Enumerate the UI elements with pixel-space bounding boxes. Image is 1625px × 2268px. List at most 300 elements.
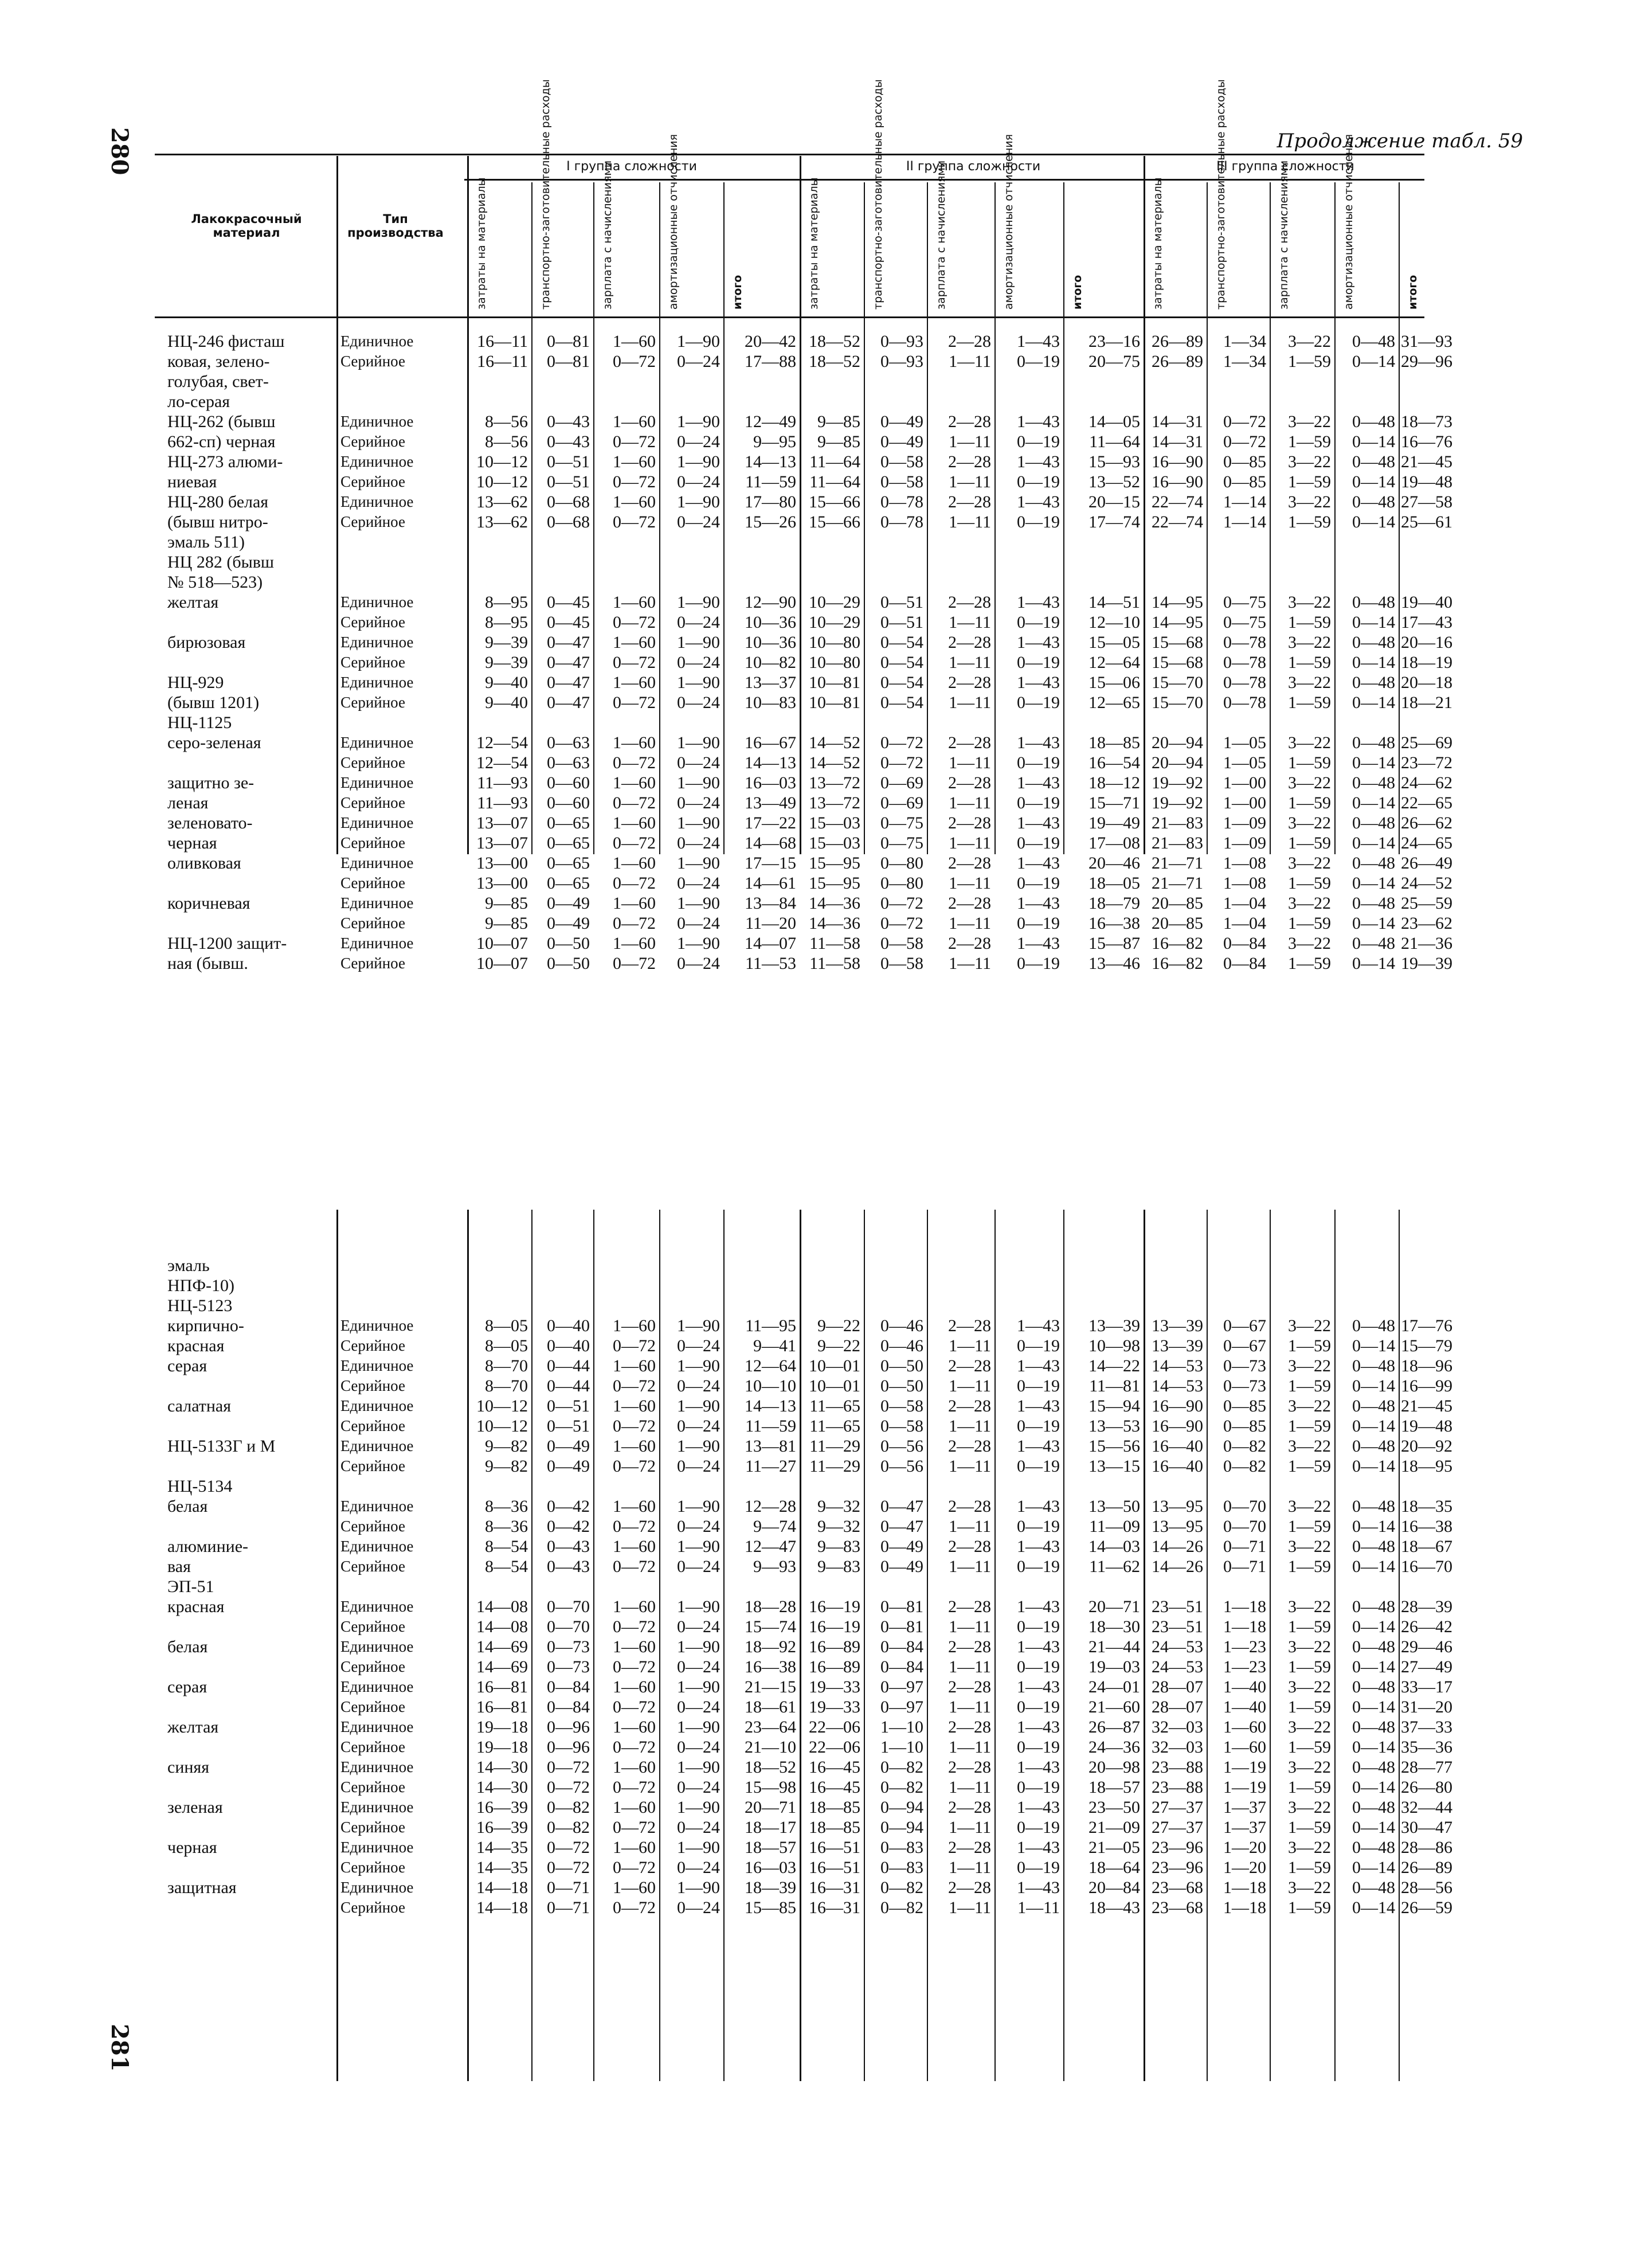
cost-value: 2—28 <box>948 1597 991 1616</box>
material-name: НЦ 282 (бывш <box>167 553 275 572</box>
cost-value: 27—58 <box>1401 492 1452 511</box>
production-type: Единичное <box>340 1798 414 1816</box>
cost-value: 0—48 <box>1352 1718 1395 1737</box>
cost-value: 16—90 <box>1152 452 1203 471</box>
cost-value: 14—30 <box>476 1778 528 1797</box>
table-row <box>167 1597 1452 1617</box>
cost-value: 1—60 <box>613 332 656 351</box>
cost-value: 26—89 <box>1152 352 1203 371</box>
cost-value: 2—28 <box>948 773 991 792</box>
cost-value: 0—72 <box>613 1557 656 1576</box>
cost-value: 18—73 <box>1401 412 1452 431</box>
cost-value: 18—19 <box>1401 653 1452 672</box>
cost-value: 28—86 <box>1401 1838 1452 1857</box>
cost-value: 10—07 <box>476 934 528 953</box>
cost-value: 0—78 <box>1223 633 1266 652</box>
cost-value: 1—60 <box>613 593 656 612</box>
cost-value: 3—22 <box>1288 1497 1331 1516</box>
table-row <box>167 552 1428 572</box>
cost-value: 0—82 <box>880 1758 923 1777</box>
cost-value: 0—69 <box>880 773 923 792</box>
cost-value: 10—12 <box>476 452 528 471</box>
cost-value: 19—33 <box>809 1698 860 1716</box>
production-type: Единичное <box>340 674 414 691</box>
cost-value: 0—70 <box>547 1617 590 1636</box>
cost-value: 8—36 <box>485 1517 528 1536</box>
cost-value: 15—70 <box>1152 693 1203 712</box>
production-type: Серийное <box>340 914 405 932</box>
cost-value: 0—19 <box>1017 1377 1060 1395</box>
cost-value: 12—49 <box>745 412 796 431</box>
cost-value: 24—52 <box>1401 874 1452 893</box>
subcolumn-header: затраты на материалы <box>808 177 820 310</box>
table-row <box>167 1677 1452 1697</box>
cost-value: 0—72 <box>880 894 923 913</box>
cost-value: 14—30 <box>476 1758 528 1777</box>
table-row <box>167 853 1452 873</box>
cost-value: 1—43 <box>1017 412 1060 431</box>
cost-value: 3—22 <box>1288 733 1331 752</box>
cost-value: 1—11 <box>949 653 991 672</box>
cost-value: 0—84 <box>547 1698 590 1716</box>
cost-value: 0—49 <box>880 432 923 451</box>
cost-value: 18—57 <box>745 1838 796 1857</box>
material-name: ная (бывш. <box>167 954 248 973</box>
cost-value: 10—10 <box>745 1377 796 1395</box>
cost-value: 3—22 <box>1288 773 1331 792</box>
cost-value: 16—38 <box>1088 914 1140 933</box>
cost-value: 0—78 <box>1223 693 1266 712</box>
table-row <box>167 1356 1452 1376</box>
cost-value: 0—43 <box>547 1537 590 1556</box>
cost-value: 0—14 <box>1352 1818 1395 1837</box>
cost-value: 1—60 <box>613 733 656 752</box>
table-row <box>167 913 1452 933</box>
cost-value: 0—72 <box>613 653 656 672</box>
cost-value: 0—78 <box>1223 673 1266 692</box>
cost-value: 0—47 <box>547 653 590 672</box>
material-name: бирюзовая <box>167 633 246 652</box>
cost-value: 0—72 <box>613 1698 656 1716</box>
table-row <box>167 1536 1452 1557</box>
cost-value: 20—92 <box>1401 1437 1452 1456</box>
cost-value: 18—85 <box>809 1798 860 1817</box>
table-row <box>167 1456 1452 1476</box>
material-name: черная <box>167 1838 217 1857</box>
cost-value: 3—22 <box>1288 1718 1331 1737</box>
cost-value: 0—19 <box>1017 1738 1060 1757</box>
material-name: НЦ-1125 <box>167 713 232 732</box>
production-type: Серийное <box>340 694 405 711</box>
cost-value: 16—90 <box>1152 472 1203 491</box>
cost-value: 28—07 <box>1152 1677 1203 1696</box>
cost-value: 0—82 <box>547 1818 590 1837</box>
cost-value: 0—24 <box>677 834 720 853</box>
cost-value: 0—24 <box>677 1417 720 1436</box>
cost-value: 32—44 <box>1401 1798 1452 1817</box>
cost-value: 0—85 <box>1223 472 1266 491</box>
cost-value: 1—11 <box>949 874 991 893</box>
table-row <box>167 1837 1452 1858</box>
material-name: красная <box>167 1336 225 1355</box>
cost-value: 0—81 <box>880 1597 923 1616</box>
cost-value: 16—39 <box>476 1818 528 1837</box>
production-type: Серийное <box>340 834 405 851</box>
cost-value: 14—36 <box>809 914 860 933</box>
cost-value: 16—40 <box>1152 1457 1203 1476</box>
cost-value: 2—28 <box>948 733 991 752</box>
cost-value: 0—82 <box>547 1798 590 1817</box>
cost-value: 14—53 <box>1152 1377 1203 1395</box>
subcolumn-header: транспортно-заготовительные расходы <box>872 79 884 310</box>
cost-value: 0—72 <box>547 1858 590 1877</box>
material-name: голубая, свет- <box>167 372 269 391</box>
cost-value: 29—96 <box>1401 352 1452 371</box>
material-name: зеленая <box>167 1798 223 1817</box>
cost-value: 13—62 <box>476 492 528 511</box>
cost-value: 3—22 <box>1288 1637 1331 1656</box>
cost-value: 1—14 <box>1223 492 1266 511</box>
cost-value: 0—48 <box>1352 854 1395 873</box>
table-row <box>167 753 1452 773</box>
cost-value: 0—84 <box>1223 954 1266 973</box>
cost-value: 0—14 <box>1352 513 1395 531</box>
cost-value: 11—27 <box>745 1457 796 1476</box>
cost-value: 0—48 <box>1352 1838 1395 1857</box>
cost-value: 1—11 <box>949 1517 991 1536</box>
cost-value: 0—97 <box>880 1698 923 1716</box>
cost-value: 0—51 <box>880 593 923 612</box>
material-name: (бывш нитро- <box>167 513 268 531</box>
cost-value: 1—43 <box>1017 1838 1060 1857</box>
cost-value: 23—16 <box>1088 332 1140 351</box>
cost-value: 14—35 <box>476 1858 528 1877</box>
cost-value: 0—72 <box>880 733 923 752</box>
cost-value: 0—72 <box>613 1617 656 1636</box>
production-type: Единичное <box>340 1638 414 1655</box>
cost-value: 0—72 <box>613 1657 656 1676</box>
cost-value: 1—59 <box>1288 432 1331 451</box>
table-row <box>167 1416 1452 1436</box>
cost-value: 0—19 <box>1017 1778 1060 1797</box>
cost-value: 11—64 <box>1089 432 1140 451</box>
cost-value: 0—65 <box>547 834 590 853</box>
cost-value: 1—43 <box>1017 1718 1060 1737</box>
cost-value: 16—82 <box>1152 954 1203 973</box>
cost-value: 0—54 <box>880 673 923 692</box>
subcolumn-header: зарплата с начислениями <box>1278 160 1290 310</box>
material-name: вая <box>167 1557 191 1576</box>
cost-value: 1—43 <box>1017 1677 1060 1696</box>
cost-value: 0—75 <box>1223 613 1266 632</box>
table-row <box>167 412 1452 432</box>
production-type: Серийное <box>340 654 405 671</box>
cost-value: 12—90 <box>745 593 796 612</box>
cost-value: 10—98 <box>1088 1336 1140 1355</box>
production-type: Единичное <box>340 413 414 430</box>
cost-value: 15—03 <box>809 834 860 853</box>
cost-value: 1—43 <box>1017 894 1060 913</box>
cost-value: 15—56 <box>1088 1437 1140 1456</box>
cost-value: 1—90 <box>677 894 720 913</box>
cost-value: 0—72 <box>613 1778 656 1797</box>
cost-value: 3—22 <box>1288 1597 1331 1616</box>
cost-value: 0—48 <box>1352 814 1395 832</box>
cost-value: 20—94 <box>1152 733 1203 752</box>
cost-value: 15—87 <box>1088 934 1140 953</box>
cost-value: 23—68 <box>1152 1878 1203 1897</box>
cost-value: 1—90 <box>677 1677 720 1696</box>
cost-value: 1—09 <box>1223 814 1266 832</box>
cost-value: 14—35 <box>476 1838 528 1857</box>
cost-value: 1—43 <box>1017 1537 1060 1556</box>
cost-value: 0—81 <box>880 1617 923 1636</box>
cost-value: 0—65 <box>547 854 590 873</box>
cost-value: 26—80 <box>1401 1778 1452 1797</box>
cost-value: 16—81 <box>476 1698 528 1716</box>
cost-value: 1—90 <box>677 1637 720 1656</box>
cost-value: 20—18 <box>1401 673 1452 692</box>
cost-value: 21—45 <box>1401 452 1452 471</box>
cost-value: 15—95 <box>809 874 860 893</box>
cost-value: 1—90 <box>677 1437 720 1456</box>
material-name: эмаль <box>167 1256 210 1275</box>
material-name: НЦ-246 фисташ <box>167 332 285 351</box>
cost-value: 0—70 <box>547 1597 590 1616</box>
production-type: Серийное <box>340 1859 405 1876</box>
cost-value: 9—39 <box>485 653 528 672</box>
cost-value: 0—82 <box>880 1778 923 1797</box>
subcolumn-header: амортизационные отчисления <box>1003 134 1015 310</box>
cost-value: 1—09 <box>1223 834 1266 853</box>
cost-value: 3—22 <box>1288 412 1331 431</box>
cost-value: 21—10 <box>745 1738 796 1757</box>
material-name: коричневая <box>167 894 250 913</box>
cost-value: 22—65 <box>1401 793 1452 812</box>
cost-value: 14—18 <box>476 1898 528 1917</box>
cost-value: 0—44 <box>547 1377 590 1395</box>
cost-value: 0—75 <box>1223 593 1266 612</box>
cost-value: 1—59 <box>1288 472 1331 491</box>
cost-value: 0—45 <box>547 593 590 612</box>
cost-value: 3—22 <box>1288 1758 1331 1777</box>
cost-value: 0—50 <box>547 954 590 973</box>
table-row <box>167 351 1452 372</box>
production-type: Серийное <box>340 473 405 490</box>
material-name: защитная <box>167 1878 237 1897</box>
cost-value: 11—20 <box>745 914 796 933</box>
cost-value: 0—48 <box>1352 1758 1395 1777</box>
cost-value: 1—43 <box>1017 452 1060 471</box>
cost-value: 0—51 <box>547 472 590 491</box>
table-row <box>167 1396 1452 1416</box>
cost-value: 0—19 <box>1017 352 1060 371</box>
cost-value: 10—81 <box>809 693 860 712</box>
table-row <box>167 592 1452 612</box>
cost-value: 0—84 <box>1223 934 1266 953</box>
material-name: зеленовато- <box>167 814 253 832</box>
cost-value: 16—76 <box>1401 432 1452 451</box>
cost-value: 10—29 <box>809 613 860 632</box>
cost-value: 16—03 <box>745 773 796 792</box>
cost-value: 19—49 <box>1088 814 1140 832</box>
cost-value: 1—04 <box>1223 914 1266 933</box>
cost-value: 0—58 <box>880 1417 923 1436</box>
cost-value: 2—28 <box>948 332 991 351</box>
cost-value: 0—72 <box>547 1778 590 1797</box>
cost-value: 0—19 <box>1017 1457 1060 1476</box>
material-name: НЦ-5123 <box>167 1296 233 1315</box>
cost-value: 15—26 <box>745 513 796 531</box>
cost-value: 15—95 <box>809 854 860 873</box>
cost-value: 20—85 <box>1152 914 1203 933</box>
material-name: НЦ-5133Г и М <box>167 1437 276 1456</box>
cost-value: 1—59 <box>1288 1858 1331 1877</box>
group-1-header: I группа сложности <box>566 159 697 174</box>
cost-value: 35—36 <box>1401 1738 1452 1757</box>
cost-value: 0—14 <box>1352 954 1395 973</box>
cost-value: 1—90 <box>677 452 720 471</box>
cost-value: 2—28 <box>948 633 991 652</box>
table-block-2 <box>167 1256 1452 1918</box>
cost-value: 8—95 <box>485 613 528 632</box>
cost-value: 0—71 <box>547 1898 590 1917</box>
cost-value: 1—90 <box>677 593 720 612</box>
production-type: Серийное <box>340 1778 405 1796</box>
cost-value: 27—37 <box>1152 1798 1203 1817</box>
cost-value: 0—78 <box>880 492 923 511</box>
cost-value: 0—96 <box>547 1738 590 1757</box>
cost-value: 20—94 <box>1152 753 1203 772</box>
cost-value: 0—19 <box>1017 1557 1060 1576</box>
cost-value: 16—45 <box>809 1778 860 1797</box>
cost-value: 0—14 <box>1352 352 1395 371</box>
cost-value: 1—90 <box>677 934 720 953</box>
cost-value: 18—52 <box>809 332 860 351</box>
cost-value: 16—11 <box>477 352 528 371</box>
cost-value: 1—90 <box>677 1497 720 1516</box>
table-row <box>167 1577 1428 1597</box>
production-type: Единичное <box>340 1397 414 1414</box>
cost-value: 1—43 <box>1017 593 1060 612</box>
cost-value: 1—60 <box>613 1637 656 1656</box>
cost-value: 0—75 <box>880 834 923 853</box>
cost-value: 0—49 <box>547 914 590 933</box>
cost-value: 1—11 <box>949 513 991 531</box>
cost-value: 0—60 <box>547 793 590 812</box>
cost-value: 0—48 <box>1352 1878 1395 1897</box>
cost-value: 0—54 <box>880 633 923 652</box>
table-row <box>167 672 1452 693</box>
cost-value: 0—51 <box>547 452 590 471</box>
cost-value: 20—85 <box>1152 894 1203 913</box>
cost-value: 16—39 <box>476 1798 528 1817</box>
cost-value: 13—52 <box>1088 472 1140 491</box>
cost-value: 0—48 <box>1352 1537 1395 1556</box>
cost-value: 0—58 <box>880 954 923 973</box>
cost-value: 0—14 <box>1352 1778 1395 1797</box>
table-row <box>167 1617 1452 1637</box>
cost-value: 0—24 <box>677 472 720 491</box>
cost-value: 11—58 <box>809 954 860 973</box>
cost-value: 1—60 <box>613 412 656 431</box>
cost-value: 23—51 <box>1152 1617 1203 1636</box>
cost-value: 1—11 <box>949 914 991 933</box>
cost-value: 8—56 <box>485 432 528 451</box>
cost-value: 1—43 <box>1017 1356 1060 1375</box>
cost-value: 23—88 <box>1152 1758 1203 1777</box>
cost-value: 2—28 <box>948 894 991 913</box>
cost-value: 1—19 <box>1223 1778 1266 1797</box>
type-column-header: Тип производства <box>347 212 444 240</box>
cost-value: 10—80 <box>809 633 860 652</box>
cost-value: 1—11 <box>949 834 991 853</box>
table-row <box>167 652 1452 672</box>
cost-value: 1—59 <box>1288 1336 1331 1355</box>
cost-value: 1—60 <box>613 1316 656 1335</box>
cost-value: 14—31 <box>1152 412 1203 431</box>
production-type: Единичное <box>340 333 414 350</box>
cost-value: 14—51 <box>1088 593 1140 612</box>
cost-value: 32—03 <box>1152 1738 1203 1757</box>
table-row <box>167 331 1452 351</box>
cost-value: 23—62 <box>1401 914 1452 933</box>
cost-value: 8—54 <box>485 1537 528 1556</box>
cost-value: 0—48 <box>1352 1798 1395 1817</box>
cost-value: 1—11 <box>949 613 991 632</box>
cost-value: 0—24 <box>677 914 720 933</box>
cost-value: 24—53 <box>1152 1637 1203 1656</box>
cost-value: 13—46 <box>1088 954 1140 973</box>
cost-value: 10—82 <box>745 653 796 672</box>
cost-value: 0—14 <box>1352 793 1395 812</box>
cost-value: 13—72 <box>809 793 860 812</box>
cost-value: 0—54 <box>880 693 923 712</box>
cost-value: 0—48 <box>1352 1356 1395 1375</box>
cost-value: 2—28 <box>948 1718 991 1737</box>
cost-value: 21—71 <box>1152 854 1203 873</box>
cost-value: 3—22 <box>1288 593 1331 612</box>
cost-value: 23—64 <box>745 1718 796 1737</box>
cost-value: 0—73 <box>1223 1377 1266 1395</box>
cost-value: 2—28 <box>948 1637 991 1656</box>
cost-value: 8—70 <box>485 1377 528 1395</box>
cost-value: 0—72 <box>547 1758 590 1777</box>
cost-value: 1—59 <box>1288 1898 1331 1917</box>
cost-value: 0—19 <box>1017 1858 1060 1877</box>
cost-value: 0—19 <box>1017 793 1060 812</box>
subcolumn-header: амортизационные отчисления <box>667 134 680 310</box>
material-name: кирпично- <box>167 1316 244 1335</box>
table-row <box>167 512 1452 532</box>
cost-value: 0—19 <box>1017 1417 1060 1436</box>
cost-value: 9—85 <box>485 894 528 913</box>
material-name: белая <box>167 1497 208 1516</box>
cost-value: 0—72 <box>613 914 656 933</box>
cost-value: 15—66 <box>809 492 860 511</box>
cost-value: 14—03 <box>1088 1537 1140 1556</box>
cost-value: 18—21 <box>1401 693 1452 712</box>
cost-value: 11—29 <box>809 1437 860 1456</box>
cost-value: 14—61 <box>745 874 796 893</box>
cost-value: 18—57 <box>1088 1778 1140 1797</box>
cost-value: 0—49 <box>880 1557 923 1576</box>
cost-value: 3—22 <box>1288 1316 1331 1335</box>
table-row <box>167 873 1452 893</box>
material-name: серая <box>167 1356 207 1375</box>
cost-value: 1—60 <box>613 1677 656 1696</box>
cost-value: 17—80 <box>745 492 796 511</box>
